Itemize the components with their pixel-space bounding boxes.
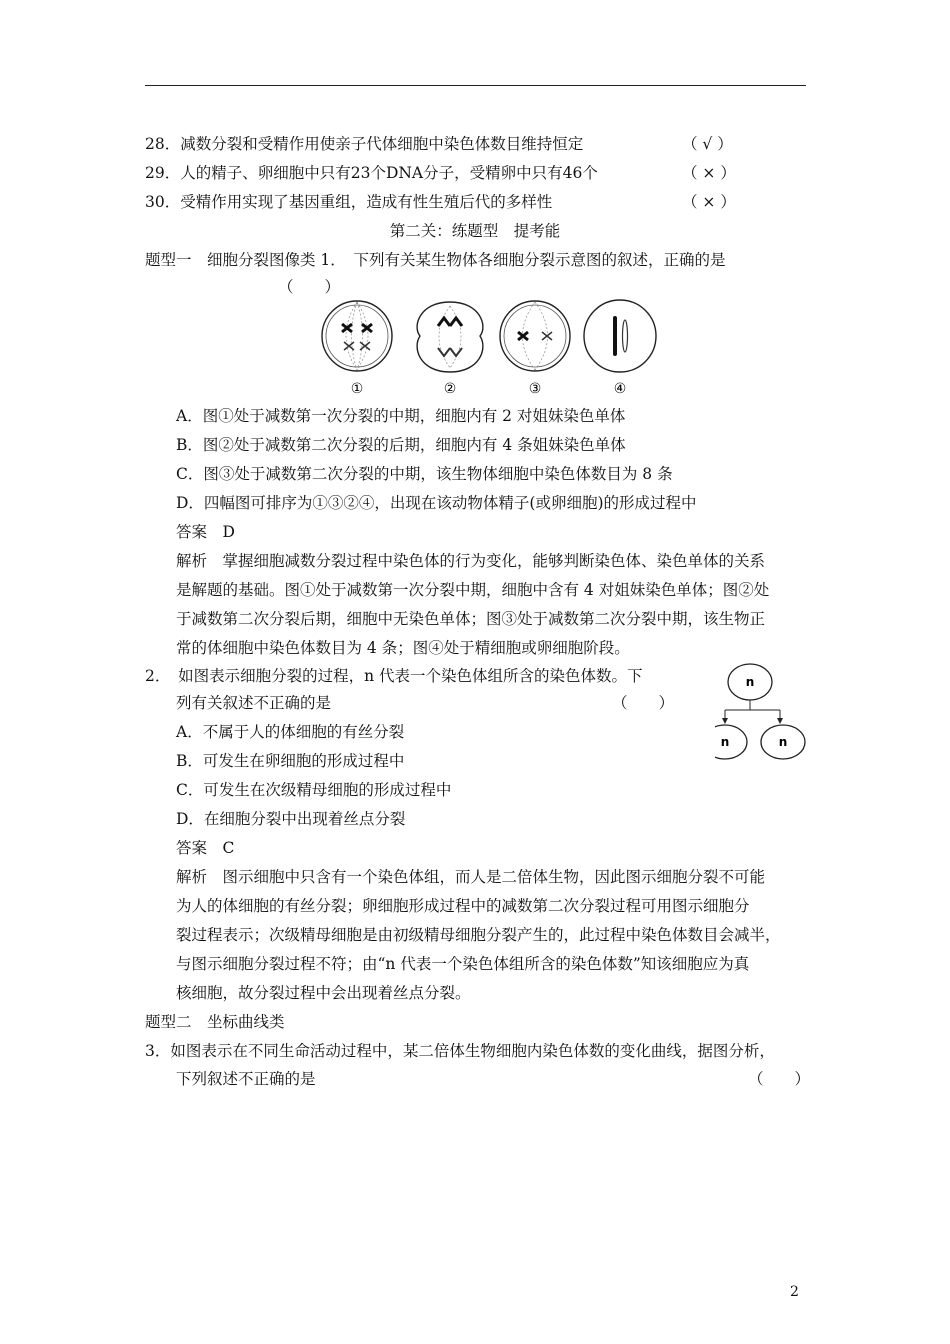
tf-mark-29: （ × ）: [682, 164, 736, 182]
q2-stem-line1: 2． 如图表示细胞分裂的过程，n 代表一个染色体组所含的染色体数。下: [145, 667, 643, 685]
q1-blank: （ ）: [278, 278, 341, 296]
figure-label-2: ②: [443, 381, 457, 397]
q2-analysis-line: 核细胞，故分裂过程中会出现着丝点分裂。: [176, 984, 471, 1002]
section-heading: 题型二 坐标曲线类: [145, 1013, 285, 1031]
tf-item-30: 30．受精作用实现了基因重组，造成有性生殖后代的多样性: [145, 193, 553, 211]
header-rule: [145, 85, 806, 86]
q2-blank: （ ）: [612, 694, 675, 712]
cell-division-figures: [320, 296, 665, 398]
figure-label-1: ①: [350, 381, 364, 397]
parent-cell-label: n: [745, 675, 755, 689]
section-title: 第二关：练题型 提考能: [389, 222, 561, 240]
q2-option-c: C．可发生在次级精母细胞的形成过程中: [176, 781, 452, 799]
q3-blank: （ ）: [748, 1070, 811, 1088]
tf-mark-28: （ √ ）: [682, 135, 733, 153]
q1-option-c: C．图③处于减数第二次分裂的中期，该生物体细胞中染色体数目为 8 条: [176, 465, 673, 483]
cell-figure-1: [322, 301, 392, 371]
q3-stem-line2: 下列叙述不正确的是: [176, 1070, 316, 1088]
daughter-cell-label-left: n: [720, 735, 730, 749]
tf-mark-30: （ × ）: [682, 193, 736, 211]
tf-item-28: 28．减数分裂和受精作用使亲子代体细胞中染色体数目维持恒定: [145, 135, 584, 153]
q1-option-d: D．四幅图可排序为①③②④，出现在该动物体精子(或卵细胞)的形成过程中: [176, 494, 697, 512]
cell-figure-3: [500, 301, 570, 371]
q2-analysis-line: 裂过程表示；次级精母细胞是由初级精母细胞分裂产生的，此过程中染色体数目会减半，: [176, 926, 781, 944]
q2-option-b: B．可发生在卵细胞的形成过程中: [176, 752, 405, 770]
cell-division-diagram: [715, 660, 815, 765]
figure-label-3: ③: [528, 381, 542, 397]
q2-analysis-line: 与图示细胞分裂过程不符；由“n 代表一个染色体组所含的染色体数”知该细胞应为真: [176, 955, 750, 973]
figure-label-4: ④: [613, 381, 627, 397]
q2-option-d: D．在细胞分裂中出现着丝点分裂: [176, 810, 406, 828]
tf-item-29: 29．人的精子、卵细胞中只有23个DNA分子，受精卵中只有46个: [145, 164, 598, 182]
q2-option-a: A．不属于人的体细胞的有丝分裂: [176, 723, 405, 741]
q2-analysis-line: 解析 图示细胞中只含有一个染色体组，而人是二倍体生物，因此图示细胞分裂不可能: [176, 868, 766, 886]
q1-analysis-line: 常的体细胞中染色体数目为 4 条；图④处于精细胞或卵细胞阶段。: [176, 639, 630, 657]
q2-analysis-line: 为人的体细胞的有丝分裂；卵细胞形成过程中的减数第二次分裂过程可用图示细胞分: [176, 897, 750, 915]
cell-figure-2: [417, 302, 483, 372]
q1-analysis-line: 于减数第二次分裂后期，细胞中无染色单体；图③处于减数第二次分裂中期，该生物正: [176, 610, 766, 628]
q3-stem-line1: 3．如图表示在不同生命活动过程中，某二倍体生物细胞内染色体数的变化曲线，据图分析，: [145, 1042, 775, 1060]
q1-answer: 答案 D: [176, 523, 235, 541]
q1-option-a: A．图①处于减数第一次分裂的中期，细胞内有 2 对姐妹染色单体: [176, 407, 626, 425]
q1-stem: 题型一 细胞分裂图像类 1． 下列有关某生物体各细胞分裂示意图的叙述，正确的是: [145, 251, 726, 269]
q2-stem-line2: 列有关叙述不正确的是: [176, 694, 332, 712]
cell-figure-4: [584, 300, 656, 372]
q1-analysis-line: 是解题的基础。图①处于减数第一次分裂中期，细胞中含有 4 对姐妹染色单体；图②处: [176, 581, 770, 599]
q2-answer: 答案 C: [176, 839, 235, 857]
q1-option-b: B．图②处于减数第二次分裂的后期，细胞内有 4 条姐妹染色单体: [176, 436, 626, 454]
q1-analysis-line: 解析 掌握细胞减数分裂过程中染色体的行为变化，能够判断染色体、染色单体的关系: [176, 552, 766, 570]
daughter-cell-label-right: n: [778, 735, 788, 749]
page-number: 2: [790, 1284, 799, 1300]
